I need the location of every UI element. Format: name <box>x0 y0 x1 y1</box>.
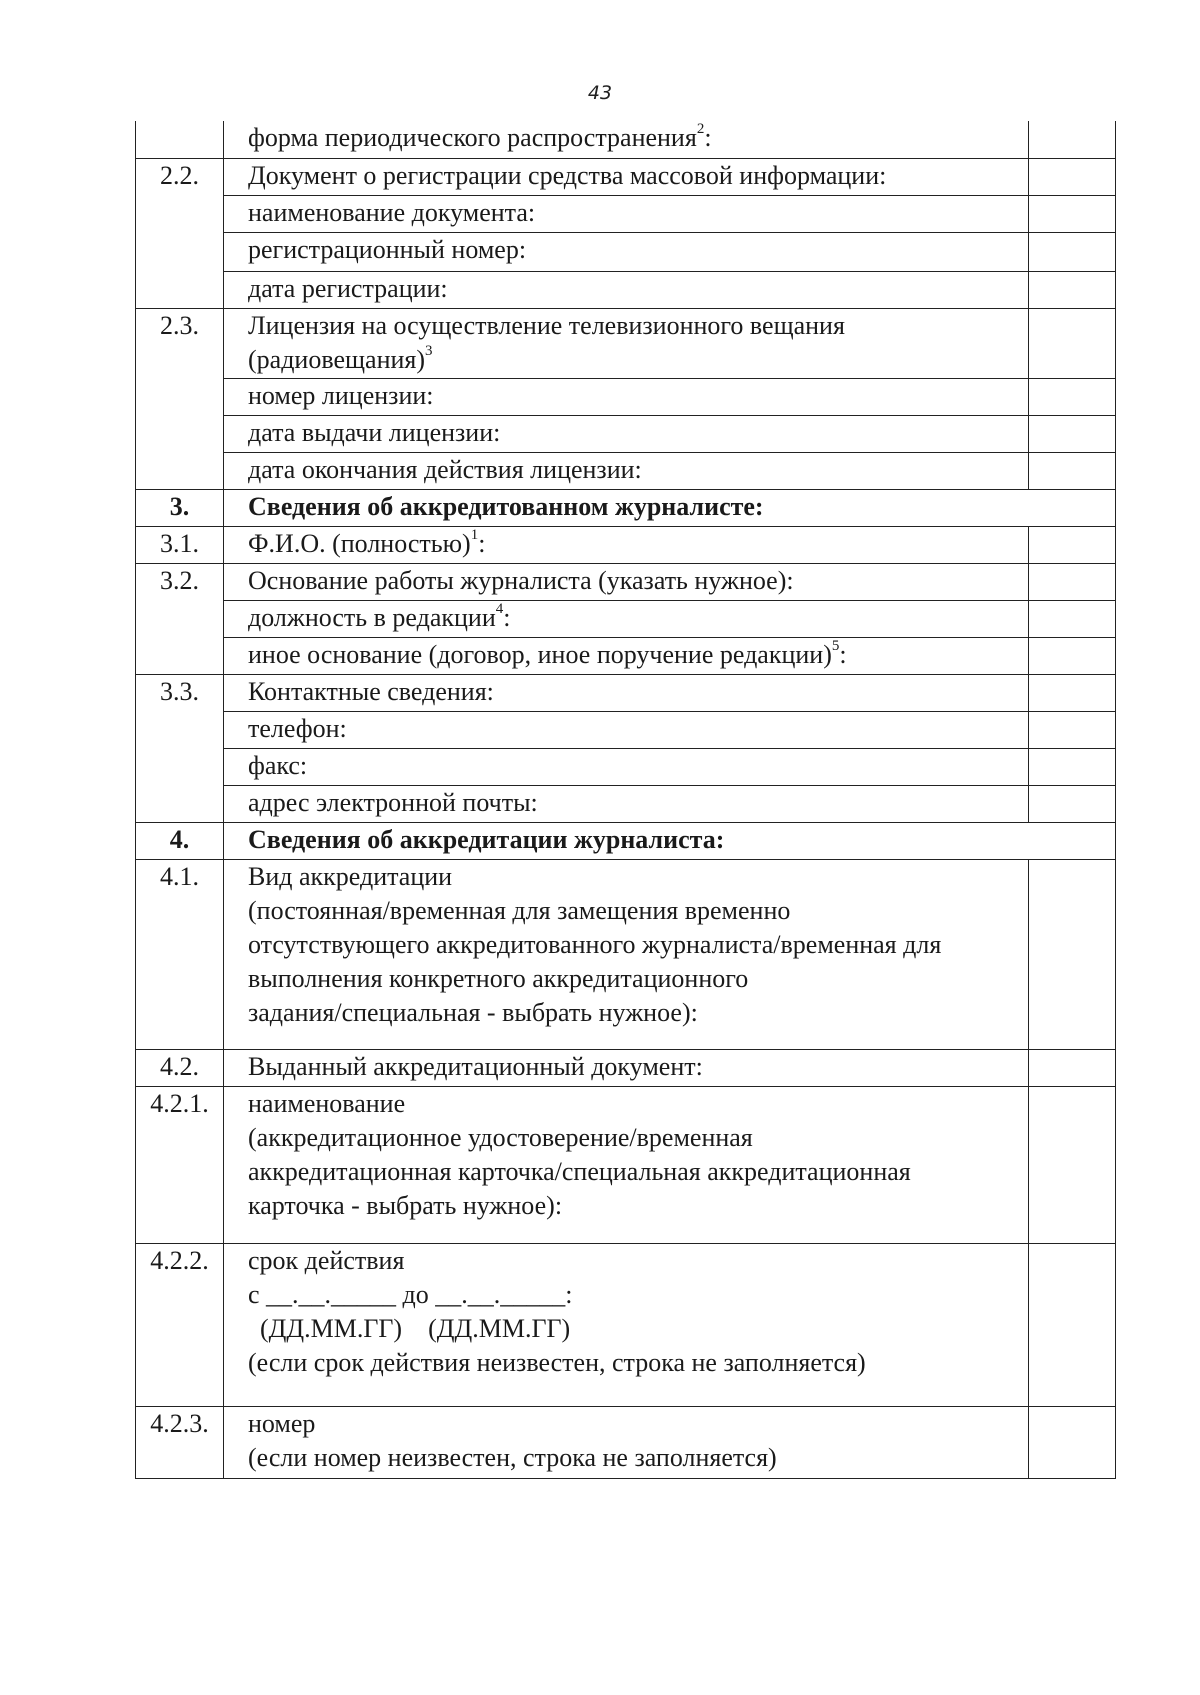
table-row <box>136 563 1116 600</box>
table-row <box>136 1049 1116 1086</box>
table-row <box>136 1086 1116 1243</box>
field-label: дата регистрации: <box>224 271 1029 308</box>
table-row <box>136 859 1116 1049</box>
field-value-cell[interactable] <box>1029 308 1116 378</box>
field-label: Лицензия на осуществление телевизионного вещания (радиовещания)$^3$ <box>224 308 1029 378</box>
field-label: Контактные сведения: <box>224 674 1029 711</box>
table-row <box>136 232 1116 271</box>
field-label: Документ о регистрации средства массовой информации: <box>224 158 1029 195</box>
field-value-cell[interactable] <box>1029 452 1116 489</box>
row-number-cell: 4.2. <box>136 1049 224 1086</box>
page-number: 43 <box>587 82 613 104</box>
table-row <box>136 271 1116 308</box>
field-value-cell[interactable] <box>1029 1243 1116 1406</box>
section-title: Сведения об аккредитованном журналисте: <box>224 489 1116 526</box>
row-number-cell: 3.2. <box>136 563 224 674</box>
table-row <box>136 600 1116 637</box>
table-row <box>136 121 1116 158</box>
row-number-cell: 3.3. <box>136 674 224 822</box>
accreditation-form-table <box>135 121 1116 1479</box>
field-label: должность в редакции$^4$: <box>224 600 1029 637</box>
field-value-cell[interactable] <box>1029 563 1116 600</box>
table-row <box>136 158 1116 195</box>
field-label: номер (если номер неизвестен, строка не заполняется) <box>224 1406 1029 1478</box>
table-row <box>136 526 1116 563</box>
field-label: телефон: <box>224 711 1029 748</box>
row-number-cell: 4.2.1. <box>136 1086 224 1243</box>
section-title: Сведения об аккредитации журналиста: <box>224 822 1116 859</box>
field-value-cell[interactable] <box>1029 1049 1116 1086</box>
field-label: иное основание (договор, иное поручение редакции)$^5$: <box>224 637 1029 674</box>
row-number-cell <box>136 121 224 158</box>
section-number: 4. <box>136 822 224 859</box>
field-label: дата окончания действия лицензии: <box>224 452 1029 489</box>
row-number-cell: 4.2.2. <box>136 1243 224 1406</box>
field-label: срок действия с __.__._____ до __.__._____: (ДД.ММ.ГГ) (ДД.ММ.ГГ) (если срок действия неизвестен, строка не заполняется) <box>224 1243 1029 1406</box>
field-label: номер лицензии: <box>224 378 1029 415</box>
field-value-cell[interactable] <box>1029 121 1116 158</box>
field-label: Выданный аккредитационный документ: <box>224 1049 1029 1086</box>
field-label: наименование документа: <box>224 195 1029 232</box>
field-value-cell[interactable] <box>1029 600 1116 637</box>
row-number-cell: 3.1. <box>136 526 224 563</box>
field-value-cell[interactable] <box>1029 1086 1116 1243</box>
field-label: адрес электронной почты: <box>224 785 1029 822</box>
table-row <box>136 674 1116 711</box>
field-label: Основание работы журналиста (указать нужное): <box>224 563 1029 600</box>
field-value-cell[interactable] <box>1029 674 1116 711</box>
table-row <box>136 378 1116 415</box>
field-value-cell[interactable] <box>1029 526 1116 563</box>
table-row <box>136 1243 1116 1406</box>
field-value-cell[interactable] <box>1029 415 1116 452</box>
field-label: наименование (аккредитационное удостоверение/временная аккредитационная карточка/специальная аккредитационная карточка - выбрать нужное): <box>224 1086 1029 1243</box>
field-value-cell[interactable] <box>1029 232 1116 271</box>
table-row <box>136 1406 1116 1478</box>
field-label: Ф.И.О. (полностью)$^1$: <box>224 526 1029 563</box>
table-row <box>136 711 1116 748</box>
row-number-cell: 2.2. <box>136 158 224 308</box>
table-row <box>136 452 1116 489</box>
table-row <box>136 308 1116 378</box>
field-label: факс: <box>224 748 1029 785</box>
field-value-cell[interactable] <box>1029 711 1116 748</box>
field-value-cell[interactable] <box>1029 859 1116 1049</box>
table-row <box>136 785 1116 822</box>
field-value-cell[interactable] <box>1029 378 1116 415</box>
section-header-row <box>136 489 1116 526</box>
table-row <box>136 195 1116 232</box>
field-label: Вид аккредитации (постоянная/временная для замещения временно отсутствующего аккредитованного журналиста/временная для выполнения конкретного аккредитационного задания/специальная - выбрать нужное): <box>224 859 1029 1049</box>
field-value-cell[interactable] <box>1029 785 1116 822</box>
field-value-cell[interactable] <box>1029 195 1116 232</box>
section-header-row <box>136 822 1116 859</box>
field-value-cell[interactable] <box>1029 1406 1116 1478</box>
row-number-cell: 4.1. <box>136 859 224 1049</box>
table-row <box>136 415 1116 452</box>
section-number: 3. <box>136 489 224 526</box>
table-row <box>136 637 1116 674</box>
table-row <box>136 748 1116 785</box>
row-number-cell: 2.3. <box>136 308 224 489</box>
field-label: дата выдачи лицензии: <box>224 415 1029 452</box>
field-value-cell[interactable] <box>1029 158 1116 195</box>
field-value-cell[interactable] <box>1029 637 1116 674</box>
field-label: форма периодического распространения$^2$: <box>224 121 1029 158</box>
field-value-cell[interactable] <box>1029 748 1116 785</box>
field-label: регистрационный номер: <box>224 232 1029 271</box>
row-number-cell: 4.2.3. <box>136 1406 224 1478</box>
field-value-cell[interactable] <box>1029 271 1116 308</box>
